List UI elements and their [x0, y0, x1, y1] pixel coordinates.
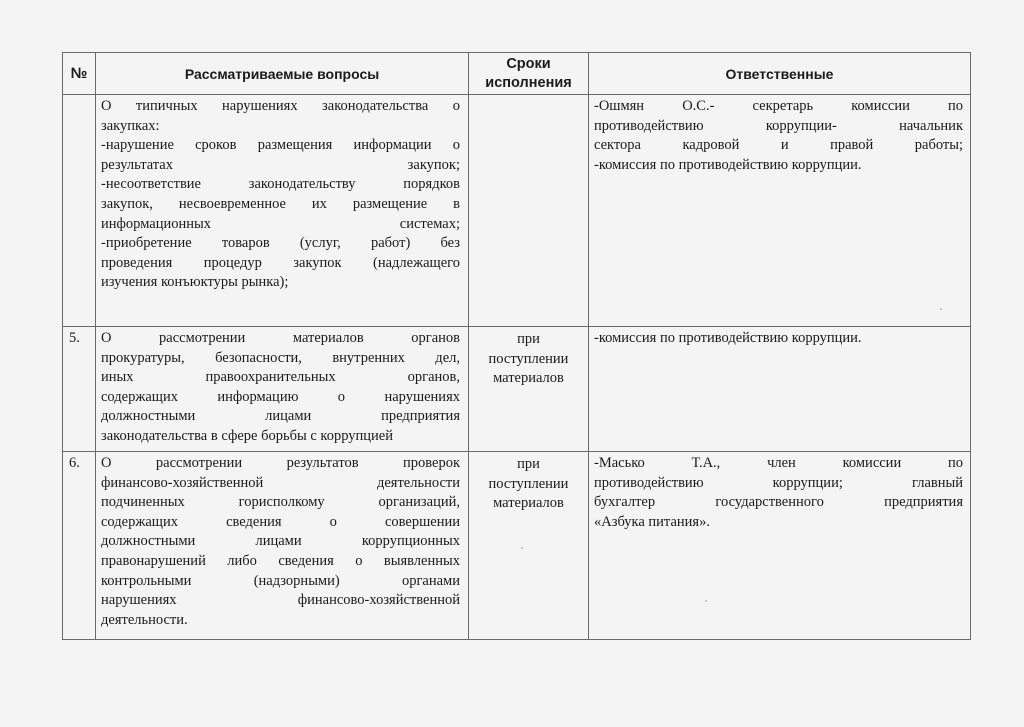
text-line: О рассмотрении материалов органов — [101, 330, 460, 346]
text-line: должностными лицами коррупционных — [101, 533, 460, 550]
header-deadline: Сроки исполнения — [469, 53, 589, 95]
row-number: 5. — [63, 327, 96, 452]
deadline-cell — [469, 327, 589, 452]
text-line: закупках: — [101, 117, 160, 134]
text-line: законодательства в сфере борьбы с коррупцией — [101, 427, 393, 444]
text-line: -Ошмян О.С.- секретарь комиссии по — [594, 98, 963, 114]
text-line: изучения конъюктуры рынка); — [101, 274, 289, 291]
row-number — [63, 95, 96, 327]
text-line: прокуратуры, безопасности, внутренних дел, — [101, 349, 460, 366]
text-line: правонарушений либо сведения о выявленных — [101, 552, 460, 569]
question-cell — [96, 327, 469, 452]
question-cell — [96, 452, 469, 640]
text-line: закупок, несвоевременное их размещение в — [101, 195, 460, 212]
text-line: содержащих сведения о совершении — [101, 513, 460, 530]
text-line: -комиссия по противодействию коррупции. — [594, 330, 862, 346]
responsible-cell — [589, 327, 971, 452]
text-line: противодействию коррупции; главный — [594, 474, 963, 491]
text-line: при — [517, 456, 540, 472]
text-line: деятельности. — [101, 611, 188, 628]
responsible-cell — [589, 95, 971, 327]
text-line: -Масько Т.А., член комиссии по — [594, 455, 963, 471]
text-line: информационных системах; — [101, 215, 460, 232]
text-line: -приобретение товаров (услуг, работ) без — [101, 235, 460, 252]
text-line: поступлении — [488, 475, 569, 492]
question-cell — [96, 95, 469, 327]
text-line: подчиненных горисполкому организаций, — [101, 494, 460, 511]
text-line: поступлении — [488, 350, 569, 367]
text-line: при — [517, 331, 540, 347]
header-questions: Рассматриваемые вопросы — [96, 53, 469, 95]
row-number: 6. — [63, 452, 96, 640]
text-line: контрольными (надзорными) органами — [101, 572, 460, 589]
text-line: проведения процедур закупок (надлежащего — [101, 254, 460, 271]
text-line: противодействию коррупции- начальник — [594, 117, 963, 134]
text-line: О типичных нарушениях законодательства о — [101, 98, 460, 114]
table-row — [63, 95, 971, 327]
table-row — [63, 452, 971, 640]
text-line: -нарушение сроков размещения информации о — [101, 137, 460, 154]
table-header-row — [63, 53, 971, 95]
text-line: иных правоохранительных органов, — [101, 369, 460, 386]
text-line: нарушениях финансово-хозяйственной — [101, 592, 460, 609]
table-row — [63, 327, 971, 452]
text-line: содержащих информацию о нарушениях — [101, 388, 460, 405]
plan-table — [62, 52, 971, 640]
header-responsible: Ответственные — [589, 53, 971, 95]
text-line: материалов — [493, 495, 564, 512]
text-line: О рассмотрении результатов проверок — [101, 455, 460, 471]
text-line: -комиссия по противодействию коррупции. — [594, 156, 862, 173]
text-line: -несоответствие законодательству порядков — [101, 176, 460, 193]
deadline-cell — [469, 95, 589, 327]
deadline-cell — [469, 452, 589, 640]
text-line: сектора кадровой и правой работы; — [594, 137, 963, 154]
text-line: бухгалтер государственного предприятия — [594, 494, 963, 511]
responsible-cell — [589, 452, 971, 640]
text-line: финансово-хозяйственной деятельности — [101, 474, 460, 491]
text-line: материалов — [493, 370, 564, 387]
text-line: «Азбука питания». — [594, 513, 710, 530]
text-line: должностными лицами предприятия — [101, 408, 460, 425]
header-number: № — [63, 53, 96, 95]
text-line: результатах закупок; — [101, 156, 460, 173]
